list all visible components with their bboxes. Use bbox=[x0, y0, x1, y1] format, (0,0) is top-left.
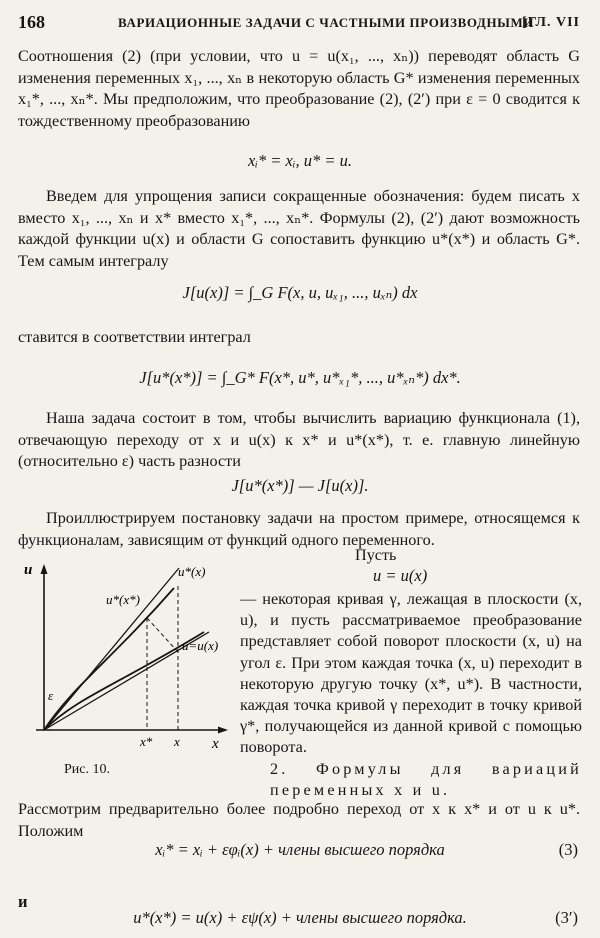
figure-caption: Рис. 10. bbox=[64, 762, 110, 777]
equation-functional: J[u(x)] = ∫_G F(x, u, uₓ₁, ..., uₓₙ) dx bbox=[182, 283, 418, 302]
pust-word: Пусть bbox=[355, 546, 397, 564]
section-heading-2: 2. Формулы для вариаций переменных x и u. bbox=[270, 760, 582, 799]
label-u-star-x: u*(x) bbox=[178, 564, 206, 579]
dashed-connector bbox=[147, 618, 178, 652]
curve-gamma-star bbox=[44, 588, 174, 730]
equation-3-prime: u*(x*) = u(x) + εψ(x) + члены высшего порядка. bbox=[133, 908, 467, 927]
equation-curve: u = u(x) bbox=[373, 566, 428, 585]
equation-3-number: (3) bbox=[558, 840, 578, 859]
equation-difference: J[u*(x*)] — J[u(x)]. bbox=[231, 476, 369, 495]
label-u-star-x-star: u*(x*) bbox=[106, 592, 140, 607]
paragraph-6: Рассмотрим предварительно более подробно переход от x к x* и от u к u*. Положим bbox=[18, 800, 580, 840]
paragraph-2: Введем для упрощения записи сокращенные обозначения: будем писать x вместо x₁, ..., xₙ и x* вместо x₁*, ..., xₙ*. Формулы (2), (2′) дают возможность каждой функции u(x) и области G сопоставить функцию u*(x*) и область G*. Тем самым интегралу bbox=[18, 187, 580, 270]
x-axis-label: x bbox=[212, 736, 219, 752]
u-axis-arrow bbox=[41, 564, 48, 574]
paragraph-5: Проиллюстрируем постановку задачи на простом примере, относящемся к функционалам, зависящим от функций одного переменного. bbox=[18, 509, 580, 549]
u-axis-label: u bbox=[24, 562, 33, 578]
paragraph-3: ставится в соответствии интеграл bbox=[18, 328, 251, 346]
paragraph-4: Наша задача состоит в том, чтобы вычислить вариацию функционала (1), отвечающую переходу от x и u(x) к x* и u*(x*), т. е. главную линейную (относительно ε) часть разности bbox=[18, 409, 580, 470]
chapter-label: [ГЛ. VII bbox=[522, 15, 580, 30]
equation-transformed-functional: J[u*(x*)] = ∫_G* F(x*, u*, u*ₓ₁*, ..., u*ₓₙ*) dx*. bbox=[139, 368, 461, 387]
tick-label-x: x bbox=[174, 734, 180, 749]
running-header bbox=[18, 12, 580, 36]
label-u-eq-u-x: u=u(x) bbox=[182, 638, 219, 653]
page-number: 168 bbox=[18, 12, 45, 32]
running-title: ВАРИАЦИОННЫЕ ЗАДАЧИ С ЧАСТНЫМИ ПРОИЗВОДНЫМИ bbox=[118, 15, 535, 30]
conjunction-and: и bbox=[18, 892, 28, 911]
right-column-text: — некоторая кривая γ, лежащая в плоскости (x, u), и пусть рассматриваемое преобразование представляет собой поворот плоскости (x, u) на угол ε. При этом каждая точка (x, u) переходит в некоторую другую точку (x*, u*). В частности, каждая точка кривой γ переходит в точку кривой γ*, получающейся из данной кривой с помощью поворота. bbox=[240, 590, 582, 757]
tick-label-x-star: x* bbox=[140, 734, 153, 749]
paragraph-1: Соотношения (2) (при условии, что u = u(x₁, ..., xₙ)) переводят область G изменения переменных x₁, ..., xₙ в некоторую область G* изменения переменных x₁*, ..., xₙ*. Мы предположим, что преобразование (2), (2′) при ε = 0 сводится к тождественному преобразованию bbox=[18, 47, 580, 130]
x-axis-arrow bbox=[218, 727, 228, 734]
equation-3-prime-number: (3′) bbox=[555, 908, 578, 927]
figure-rotation-diagram bbox=[14, 560, 234, 770]
equation-identity: xᵢ* = xᵢ, u* = u. bbox=[247, 151, 352, 170]
label-epsilon: ε bbox=[48, 688, 54, 703]
equation-3: xᵢ* = xᵢ + εφᵢ(x) + члены высшего порядка bbox=[155, 840, 445, 859]
